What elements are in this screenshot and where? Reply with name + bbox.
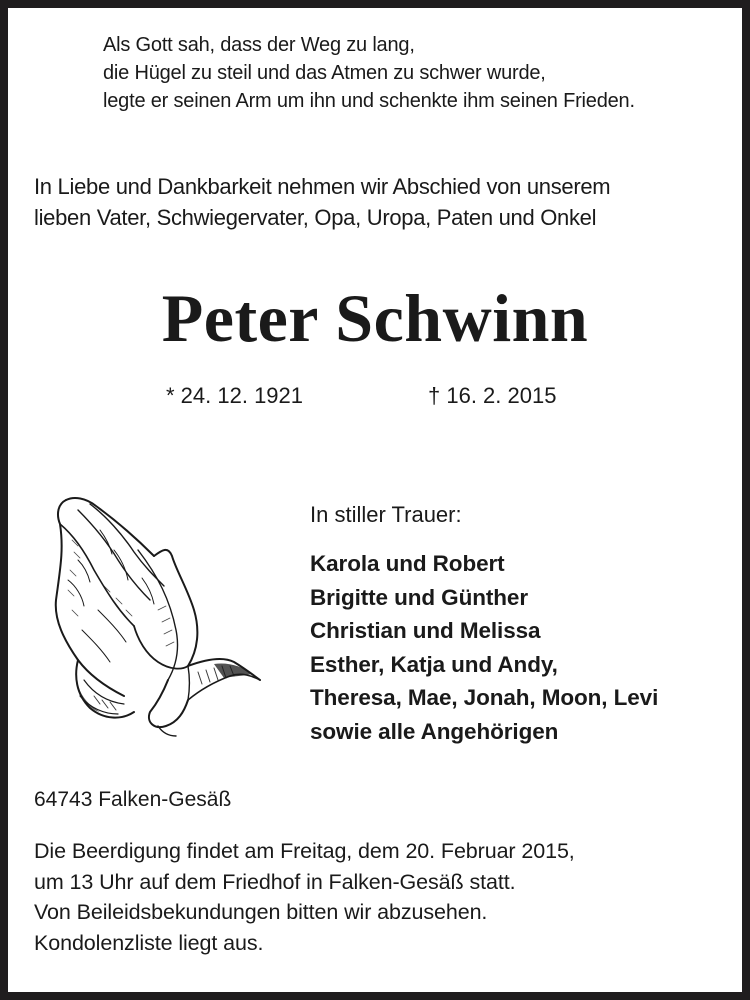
praying-hands-icon (38, 490, 268, 740)
funeral-line: Kondolenzliste liegt aus. (34, 930, 264, 955)
funeral-line: Die Beerdigung findet am Freitag, dem 20. Februar 2015, (34, 839, 575, 863)
mourner-entry: sowie alle Angehörigen (310, 718, 559, 744)
mourner-entry: Karola und Robert (310, 551, 505, 576)
mourner-entry: Esther, Katja und Andy, (310, 651, 558, 677)
funeral-line: Von Beileidsbekundungen bitten wir abzusehen. (34, 900, 488, 924)
family-address: 64743 Falken-Gesäß (34, 788, 232, 811)
mourners-list (310, 547, 658, 748)
mourners-heading: In stiller Trauer: (310, 502, 462, 527)
mourner-entry: Christian und Melissa (310, 618, 541, 643)
intro-line: In Liebe und Dankbarkeit nehmen wir Abschied von unserem (34, 174, 611, 199)
intro-line: lieben Vater, Schwiegervater, Opa, Uropa, Paten und Onkel (34, 205, 597, 230)
birth-date: * 24. 12. 1921 (166, 383, 304, 408)
funeral-information (34, 836, 575, 958)
death-date: † 16. 2. 2015 (428, 383, 557, 408)
funeral-line: um 13 Uhr auf dem Friedhof in Falken-Gesäß statt. (34, 869, 516, 894)
mourner-entry: Brigitte und Günther (310, 584, 528, 610)
verse-line: Als Gott sah, dass der Weg zu lang, (103, 34, 415, 56)
mourner-entry: Theresa, Mae, Jonah, Moon, Levi (310, 685, 659, 710)
verse-line: legte er seinen Arm um ihn und schenkte ihm seinen Frieden. (103, 90, 635, 112)
verse-line: die Hügel zu steil und das Atmen zu schwer wurde, (103, 62, 546, 84)
deceased-name: Peter Schwinn (161, 280, 589, 356)
farewell-intro (34, 171, 610, 233)
memorial-verse (103, 31, 635, 115)
